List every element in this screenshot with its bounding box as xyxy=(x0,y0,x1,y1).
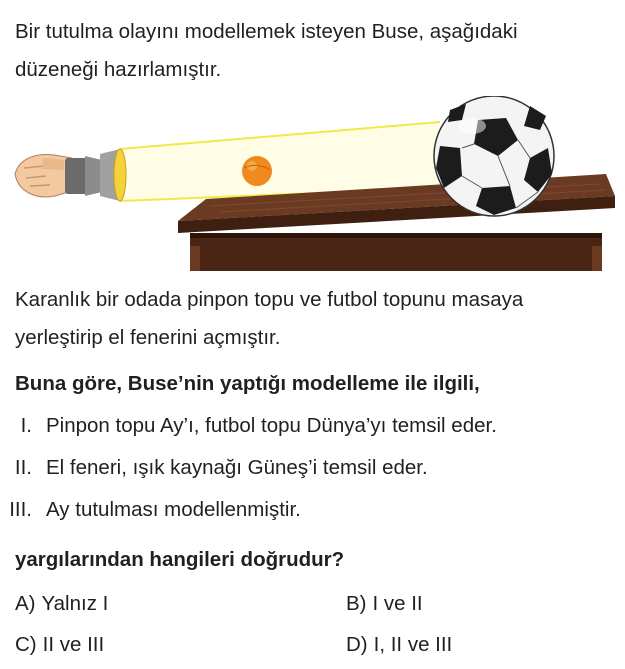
intro-line-1: Bir tutulma olayını modellemek isteyen Buse, aşağıdaki xyxy=(15,20,518,43)
option-c[interactable] xyxy=(15,633,104,657)
statement-2 xyxy=(0,456,428,480)
flashlight-icon xyxy=(15,149,126,201)
intro-line-2: düzeneği hazırlamıştır. xyxy=(15,58,222,81)
ping-pong-ball-icon xyxy=(242,156,272,186)
option-text: Yalnız I xyxy=(41,592,109,615)
option-text: II ve III xyxy=(42,633,105,656)
option-letter: D) xyxy=(346,633,368,656)
statement-number: III. xyxy=(9,498,32,521)
statement-number: II. xyxy=(14,456,32,479)
option-d[interactable] xyxy=(346,633,452,657)
option-letter: B) xyxy=(346,592,367,615)
statement-text: Ay tutulması modellenmiştir. xyxy=(46,498,301,521)
statement-1 xyxy=(0,414,497,438)
eclipse-setup-figure xyxy=(10,96,615,274)
soccer-ball-icon xyxy=(434,96,554,216)
question-prompt: yargılarından hangileri doğrudur? xyxy=(15,548,345,571)
context-line-2: yerleştirip el fenerini açmıştır. xyxy=(15,326,281,349)
option-letter: C) xyxy=(15,633,37,656)
question-stem: Buna göre, Buse’nin yaptığı modelleme ile ilgili, xyxy=(15,372,480,395)
statement-text: Pinpon topu Ay’ı, futbol topu Dünya’yı temsil eder. xyxy=(46,414,497,437)
option-text: I, II ve III xyxy=(373,633,453,656)
option-text: I ve II xyxy=(372,592,423,615)
statement-number: I. xyxy=(20,414,32,437)
option-a[interactable] xyxy=(15,592,108,616)
context-line-1: Karanlık bir odada pinpon topu ve futbol topunu masaya xyxy=(15,288,524,311)
option-b[interactable] xyxy=(346,592,423,616)
statement-3 xyxy=(0,498,301,522)
option-letter: A) xyxy=(15,592,36,615)
statement-text: El feneri, ışık kaynağı Güneş’i temsil eder. xyxy=(46,456,428,479)
